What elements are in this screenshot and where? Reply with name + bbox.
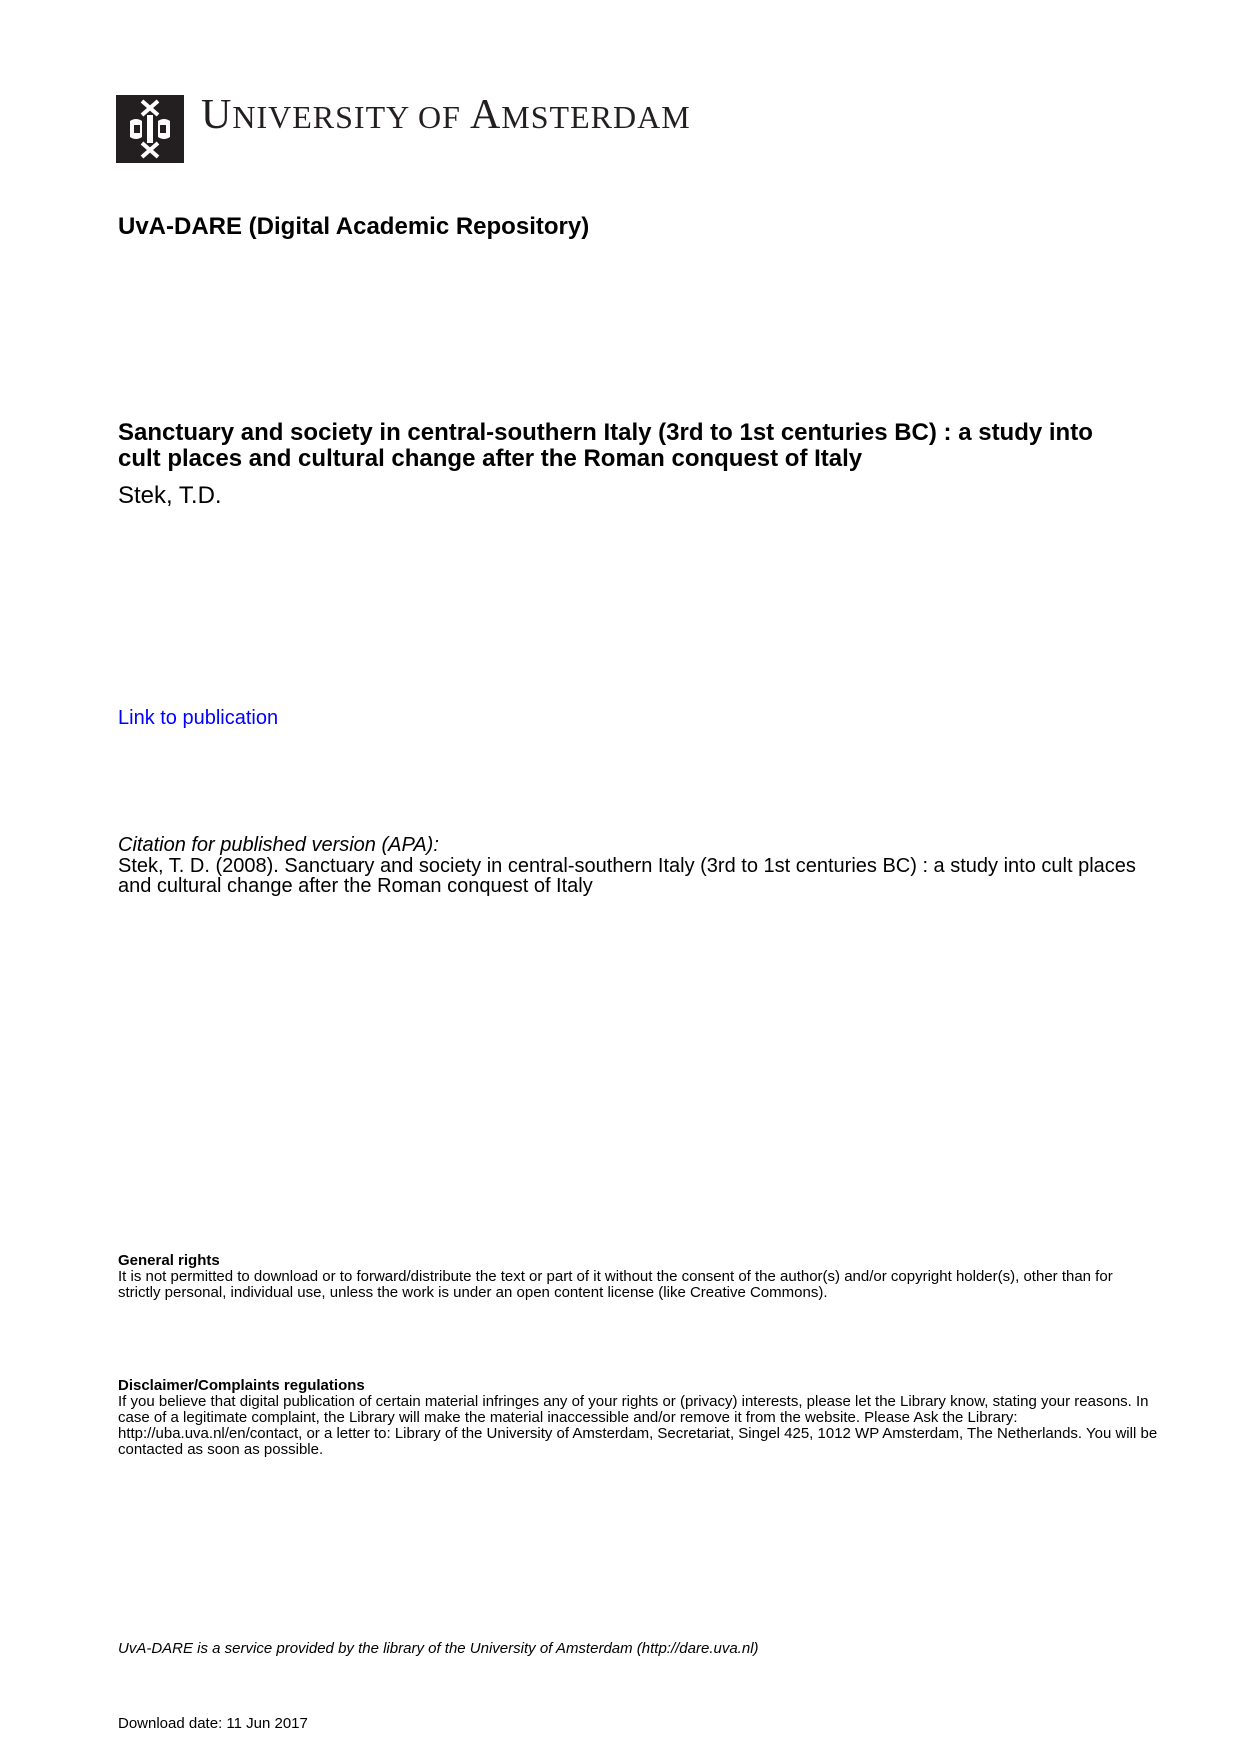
general-rights-body: It is not permitted to download or to forward/distribute the text or part of it without the consent of the author(s) and/or copyright holder(s), other than for strictly personal, individual use, unless the work is under an open content license (like Creative Commons). (118, 1268, 1113, 1301)
publication-link[interactable]: Link to publication (118, 707, 279, 729)
disclaimer-body: If you believe that digital publication of certain material infringes any of your rights or (privacy) interests, please let the Library know, stating your reasons. In case of a legitimate complaint, the Library will make the material inaccessible and/or remove it from the website. Please Ask the Library: http://uba.uva.nl/en/contact, or a letter to: Library of the University of Amsterdam, Secretariat, Singel 425, 1012 WP Amsterdam, The Netherlands. You will be contacted as soon as possible. (118, 1393, 1158, 1458)
wordmark-initial-a: A (469, 92, 502, 138)
disclaimer-heading: Disclaimer/Complaints regulations (118, 1377, 365, 1394)
uva-shield-icon (116, 95, 184, 163)
university-wordmark (201, 90, 691, 142)
service-note: UvA-DARE is a service provided by the library of the University of Amsterdam (http://dare.uva.nl) (118, 1640, 759, 1657)
wordmark-rest-amsterdam: MSTERDAM (501, 99, 691, 135)
wordmark-initial-u: U (201, 92, 233, 138)
publication-author: Stek, T.D. (118, 482, 222, 509)
repository-title: UvA-DARE (Digital Academic Repository) (118, 213, 590, 240)
wordmark-rest-university: NIVERSITY OF (232, 99, 470, 135)
citation-label: Citation for published version (APA): (118, 834, 439, 856)
publication-title: Sanctuary and society in central-southern Italy (3rd to 1st centuries BC) : a study into cult places and cultural change after the Roman conquest of Italy (118, 419, 1093, 472)
general-rights-heading: General rights (118, 1252, 220, 1269)
citation-text: Stek, T. D. (2008). Sanctuary and society in central-southern Italy (3rd to 1st centuries BC) : a study into cult places and cultural change after the Roman conquest of Italy (118, 855, 1136, 897)
download-date: Download date: 11 Jun 2017 (118, 1715, 308, 1732)
